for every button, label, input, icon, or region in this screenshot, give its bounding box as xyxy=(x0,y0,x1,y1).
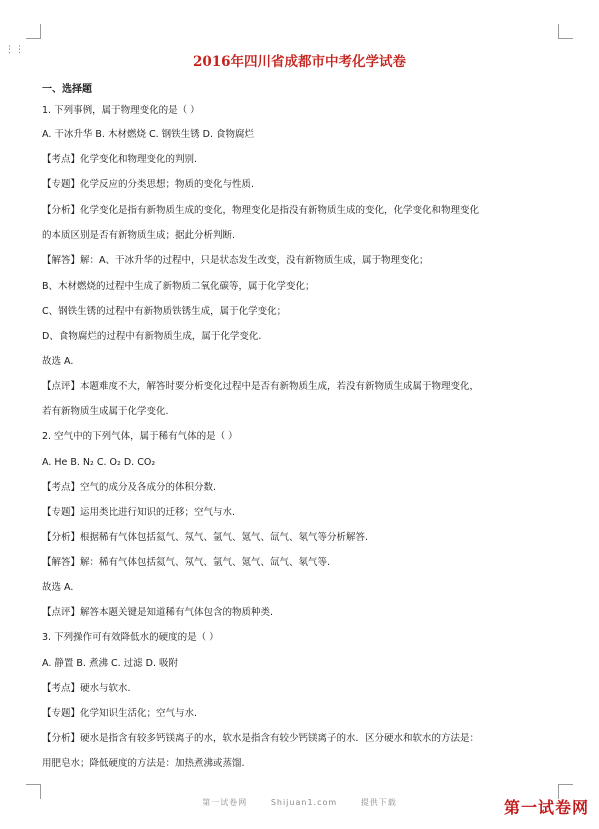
question-2-zhuanti: 【专题】运用类比进行知识的迁移；空气与水. xyxy=(42,507,236,518)
footer-site-url[interactable]: Shijuan1.com xyxy=(270,798,338,807)
question-1-dianping: 【点评】本题难度不大，解答时要分析变化过程中是否有新物质生成，若没有新物质生成属于物理变化， xyxy=(42,381,480,392)
question-2-kaodian: 【考点】空气的成分及各成分的体积分数. xyxy=(42,482,217,493)
question-2-answer: 故选 A. xyxy=(42,582,74,593)
drag-handle-icon[interactable]: ⋮⋮ xyxy=(5,45,25,55)
question-1-jieda-c: C、钢铁生锈的过程中有新物质铁锈生成，属于化学变化； xyxy=(42,306,287,317)
question-2-jieda: 【解答】解：稀有气体包括氦气、氖气、氩气、氪气、氙气、氡气等. xyxy=(42,557,331,568)
brand-logo: 第一试卷网 xyxy=(503,798,589,817)
question-3-options: A. 静置 B. 煮沸 C. 过滤 D. 吸附 xyxy=(42,658,179,669)
question-1-zhuanti: 【专题】化学反应的分类思想；物质的变化与性质. xyxy=(42,179,255,190)
page-corner-mark-top-left xyxy=(26,24,41,39)
question-3-stem: 3. 下列操作可有效降低水的硬度的是（ ） xyxy=(42,632,219,643)
question-1-fenxi-cont: 的本质区别是否有新物质生成；据此分析判断. xyxy=(42,230,236,241)
question-1-fenxi: 【分析】化学变化是指有新物质生成的变化，物理变化是指没有新物质生成的变化，化学变化和物理变化 xyxy=(42,205,480,216)
question-3-kaodian: 【考点】硬水与软水. xyxy=(42,683,131,694)
question-1-jieda-b: B、木材燃烧的过程中生成了新物质二氧化碳等，属于化学变化； xyxy=(42,281,315,292)
question-3-fenxi-cont: 用肥皂水；降低硬度的方法是：加热煮沸或蒸馏. xyxy=(42,758,245,769)
question-1-kaodian: 【考点】化学变化和物理变化的判别. xyxy=(42,154,198,165)
question-2-fenxi: 【分析】根据稀有气体包括氦气、氖气、氩气、氪气、氙气、氡气等分析解答. xyxy=(42,532,369,543)
page-title: 2016年四川省成都市中考化学试卷 xyxy=(192,54,407,70)
question-1-options: A. 干冰升华 B. 木材燃烧 C. 钢铁生锈 D. 食物腐烂 xyxy=(42,129,255,140)
question-3-fenxi: 【分析】硬水是指含有较多钙镁离子的水，软水是指含有较少钙镁离子的水．区分硬水和软水的方法是： xyxy=(42,733,480,744)
question-3-zhuanti: 【专题】化学知识生活化；空气与水. xyxy=(42,708,198,719)
footer-download-note: 提供下载 xyxy=(360,798,397,807)
question-2-options: A. He B. N₂ C. O₂ D. CO₂ xyxy=(42,457,156,468)
question-1-jieda-d: D、食物腐烂的过程中有新物质生成，属于化学变化. xyxy=(42,331,262,342)
question-1-stem: 1. 下列事例，属于物理变化的是（ ） xyxy=(42,105,200,116)
section-heading: 一、选择题 xyxy=(42,84,92,95)
question-1-answer: 故选 A. xyxy=(42,356,74,367)
question-2-dianping: 【点评】解答本题关键是知道稀有气体包含的物质种类. xyxy=(42,607,274,618)
question-1-dianping-cont: 若有新物质生成属于化学变化. xyxy=(42,406,169,417)
question-1-jieda: 【解答】解：A、干冰升华的过程中，只是状态发生改变，没有新物质生成，属于物理变化； xyxy=(42,255,429,266)
question-2-stem: 2. 空气中的下列气体，属于稀有气体的是（ ） xyxy=(42,431,238,442)
page-corner-mark-top-right xyxy=(558,24,573,39)
footer-site-name: 第一试卷网 xyxy=(202,798,248,807)
